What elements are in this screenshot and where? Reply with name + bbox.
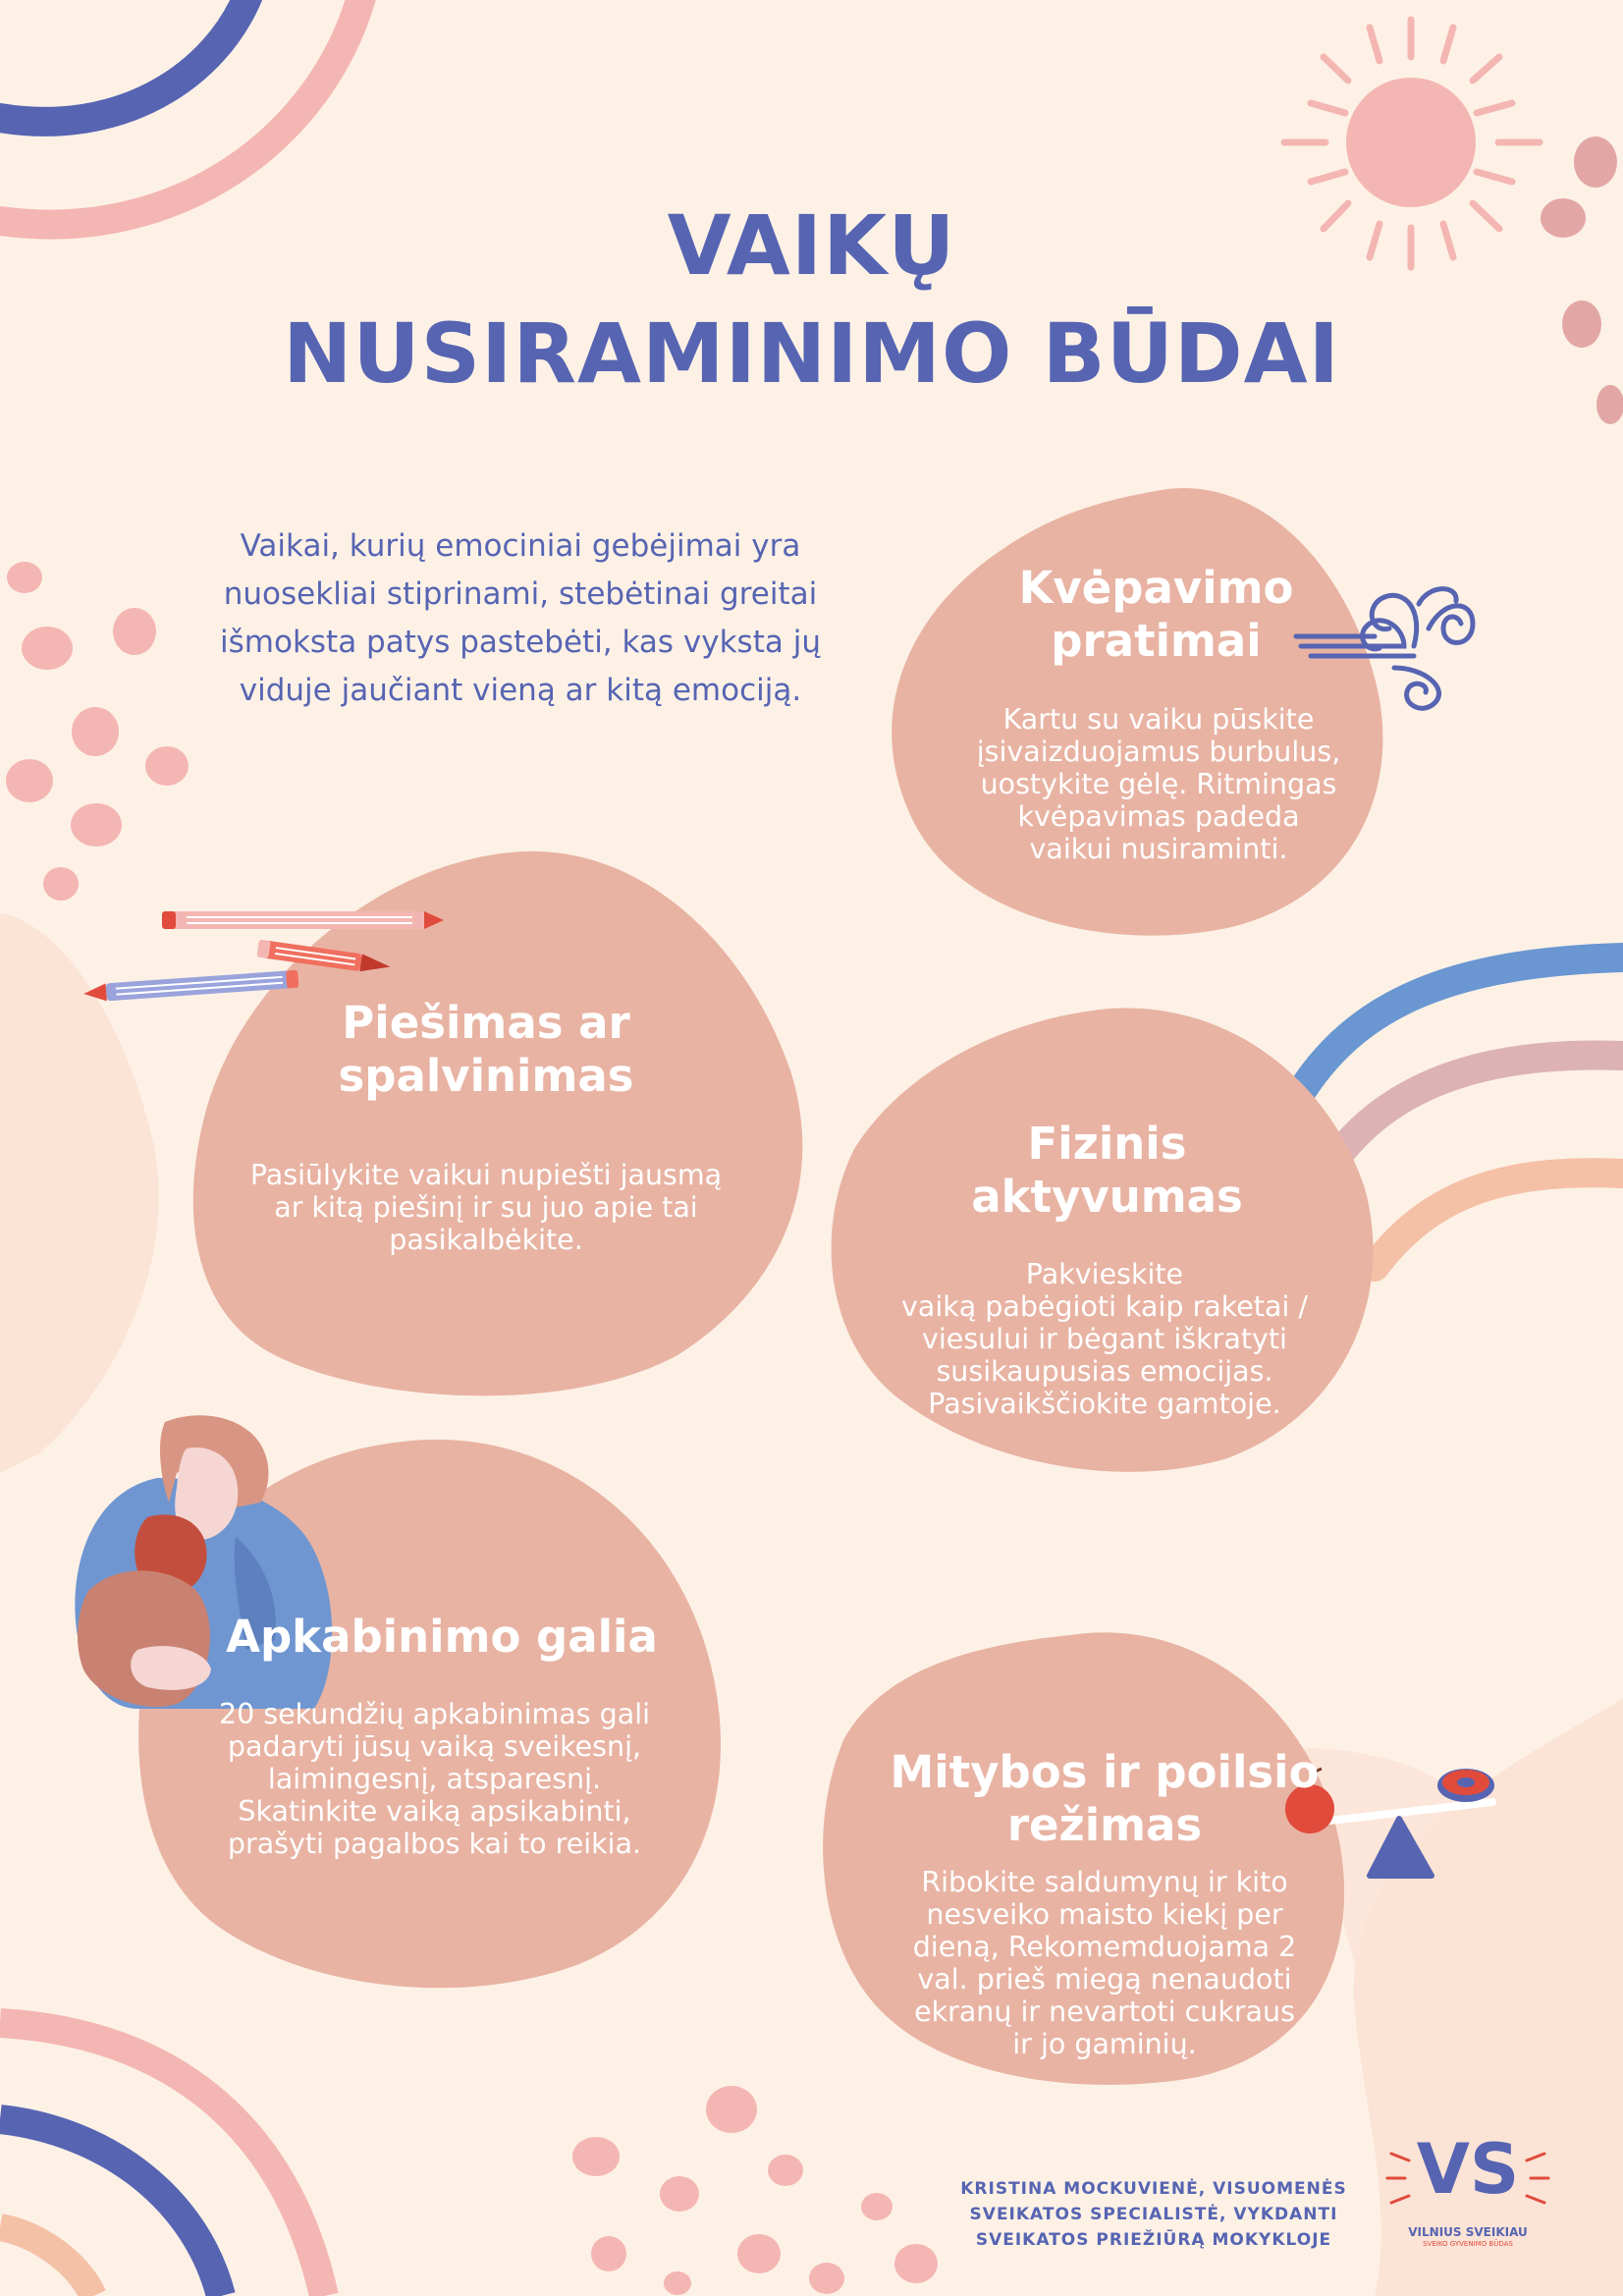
section-text-line: ar kitą piešinį ir su juo apie tai xyxy=(274,1191,698,1224)
section-text-line: vaiką pabėgioti kaip raketai / xyxy=(900,1290,1308,1323)
section-text-line: uostykite gėlę. Ritmingas xyxy=(980,768,1337,800)
section-text xyxy=(211,1159,761,1256)
section-text-line: Pasivaikščiokite gamtoje. xyxy=(928,1388,1281,1420)
author-line: SVEIKATOS SPECIALISTĖ, VYKDANTI xyxy=(969,2205,1338,2224)
title-line-1: VAIKŲ xyxy=(667,197,956,294)
hug-icon xyxy=(75,1415,332,1709)
section-title xyxy=(928,1118,1286,1224)
section-title-line-2: režimas xyxy=(1006,1799,1203,1851)
section-text-line: dieną, Rekomemduojama 2 xyxy=(912,1931,1297,1963)
section-title-line-1: Kvėpavimo xyxy=(1018,562,1294,614)
section-text-line: viesului ir bėgant iškratyti xyxy=(922,1323,1287,1355)
section-title-line-1: Apkabinimo galia xyxy=(226,1611,658,1663)
section-text-line: laimingesnį, atsparesnį. xyxy=(267,1763,602,1795)
section-title xyxy=(982,562,1330,668)
bottom-left-peach-arc xyxy=(0,2227,93,2296)
section-title-line-2: spalvinimas xyxy=(338,1050,634,1102)
author-line: KRISTINA MOCKUVIENĖ, VISUOMENĖS xyxy=(960,2179,1347,2199)
section-text-line: prašyti pagalbos kai to reikia. xyxy=(227,1828,642,1860)
logo-tagline: SVEIKO GYVENIMO BŪDAS xyxy=(1423,2240,1513,2248)
section-text-line: nesveiko maisto kiekį per xyxy=(926,1898,1283,1931)
page-title xyxy=(0,191,1623,408)
section-text-line: ir jo gaminių. xyxy=(1012,2028,1197,2060)
top-left-blue-arc xyxy=(0,0,250,122)
section-text-line: Ribokite saldumynų ir kito xyxy=(921,1866,1288,1898)
section-title-line-2: aktyvumas xyxy=(971,1171,1243,1223)
bottom-pink-dots xyxy=(572,2086,938,2295)
section-text-line: Kartu su vaiku pūskite xyxy=(1002,703,1315,736)
section-text xyxy=(879,1866,1330,2060)
section-text-line: įsivaizduojamus burbulus, xyxy=(976,736,1341,768)
section-text-line: 20 sekundžių apkabinimas gali xyxy=(218,1698,651,1730)
section-text-line: ekranų ir nevartoti cukraus xyxy=(914,1995,1295,2028)
section-text-line: pasikalbėkite. xyxy=(389,1224,583,1256)
section-title xyxy=(295,997,677,1103)
vilnius-sveikiau-logo xyxy=(1380,2129,1556,2267)
section-title xyxy=(884,1746,1325,1852)
section-text-line: susikaupusias emocijas. xyxy=(936,1355,1273,1388)
section-text xyxy=(177,1698,692,1860)
author-line: SVEIKATOS PRIEŽIŪRĄ MOKYKLOJE xyxy=(975,2230,1332,2250)
section-title-line-1: Piešimas ar xyxy=(342,997,630,1049)
section-title-line-1: Mitybos ir poilsio xyxy=(890,1746,1320,1798)
section-title-line-1: Fizinis xyxy=(1027,1118,1187,1170)
section-text-line: vaikui nusiraminti. xyxy=(1029,833,1288,865)
section-text-line: Pasiūlykite vaikui nupiešti jausmą xyxy=(249,1159,723,1191)
intro-text: Vaikai, kurių emociniai gebėjimai yra nuosekliai stiprinami, stebėtinai greitai išmoksta patys pastebėti, kas vyksta jų viduje jaučiant vieną ar kitą emociją. xyxy=(220,528,821,708)
bottom-left-blue-arc xyxy=(0,2119,221,2296)
blob-piesimas xyxy=(193,851,803,1395)
section-title-line-2: pratimai xyxy=(1051,615,1262,667)
section-text-line: padaryti jūsų vaiką sveikesnį, xyxy=(227,1730,642,1763)
logo-mark: VS xyxy=(1416,2129,1520,2210)
section-text-line: Pakvieskite xyxy=(1025,1258,1184,1290)
left-pink-dots xyxy=(6,562,189,901)
section-text-line: Skatinkite vaiką apsikabinti, xyxy=(238,1795,631,1828)
section-text-line: val. prieš miegą nenaudoti xyxy=(917,1963,1292,1995)
section-text xyxy=(943,703,1375,865)
section-title xyxy=(216,1611,668,1664)
author-credit xyxy=(957,2176,1350,2253)
logo-name: VILNIUS SVEIKIAU xyxy=(1408,2225,1528,2239)
title-line-2: NUSIRAMINIMO BŪDAI xyxy=(283,305,1340,402)
section-text-line: kvėpavimas padeda xyxy=(1017,800,1300,833)
section-text xyxy=(874,1258,1335,1420)
